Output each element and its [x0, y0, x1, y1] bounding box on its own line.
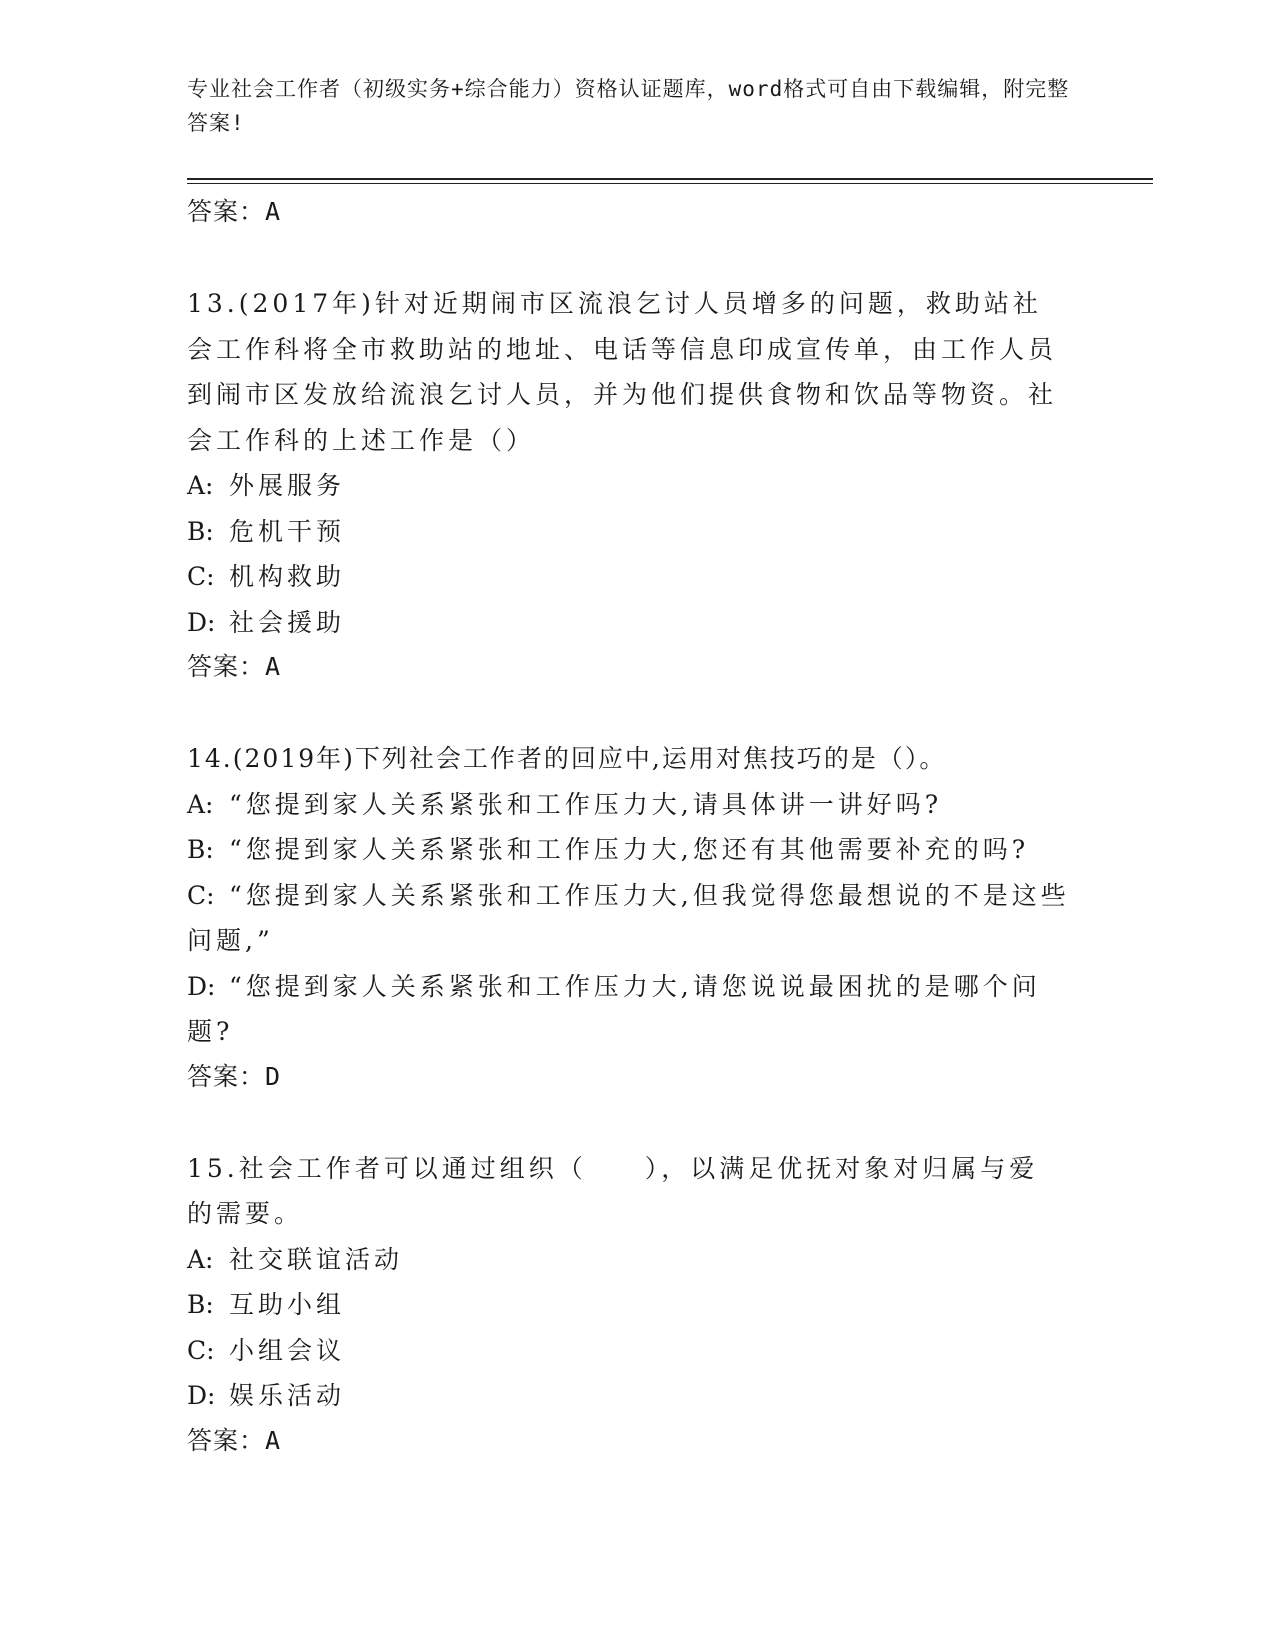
answer-line: 答案：A	[187, 652, 282, 681]
header-divider-thick	[187, 178, 1153, 180]
answer-line: 答案：A	[187, 1425, 282, 1455]
question-list	[187, 190, 1087, 1463]
option-text: 互助小组	[229, 1290, 346, 1319]
option-label: D:	[187, 607, 216, 637]
option-label: A:	[187, 1244, 214, 1274]
option-d	[187, 964, 1087, 1055]
option-label: A:	[187, 789, 214, 819]
option-c	[187, 554, 1087, 600]
option-text: 小组会议	[229, 1335, 346, 1365]
option-label: B:	[187, 835, 214, 864]
option-text: “您提到家人关系紧张和工作压力大,您还有其他需要补充的吗?	[229, 835, 1030, 864]
option-d	[187, 1373, 1087, 1419]
option-label: B:	[187, 516, 214, 546]
option-text: “您提到家人关系紧张和工作压力大,但我觉得您最想说的不是这些问题,”	[187, 880, 1070, 955]
option-c	[187, 873, 1087, 964]
header-divider-thin	[187, 183, 1153, 184]
question-stem: 15.社会工作者可以通过组织（ ），以满足优抚对象对归属与爱的需要。	[187, 1153, 1039, 1228]
option-label: D:	[187, 1381, 216, 1410]
option-text: “您提到家人关系紧张和工作压力大,请您说说最困扰的是哪个问题?	[187, 971, 1041, 1046]
question-stem: 13.(2017年)针对近期闹市区流浪乞讨人员增多的问题，救助站社会工作科将全市救助站的地址、电话等信息印成宣传单，由工作人员到闹市区发放给流浪乞讨人员，并为他们提供食物和饮品等物资。社会工作科的上述工作是（）	[187, 289, 1058, 455]
question-stem: 14.(2019年)下列社会工作者的回应中,运用对焦技巧的是（）。	[187, 744, 947, 773]
option-label: A:	[187, 471, 214, 500]
option-label: C:	[187, 1335, 215, 1365]
question-15	[187, 1146, 1087, 1463]
option-text: 机构救助	[229, 562, 346, 591]
option-b	[187, 827, 1087, 873]
answer-line: 答案：D	[187, 1061, 282, 1091]
question-13	[187, 281, 1087, 689]
document-header: 专业社会工作者（初级实务+综合能力）资格认证题库，word格式可自由下载编辑，附完整答案!	[187, 77, 1070, 135]
option-text: 娱乐活动	[229, 1381, 346, 1410]
option-b	[187, 509, 1087, 555]
option-text: 社交联谊活动	[229, 1244, 404, 1274]
option-text: 外展服务	[229, 471, 346, 500]
option-a	[187, 463, 1087, 509]
option-text: “您提到家人关系紧张和工作压力大,请具体讲一讲好吗?	[229, 789, 943, 819]
option-label: B:	[187, 1290, 214, 1319]
option-label: C:	[187, 562, 215, 591]
option-b	[187, 1282, 1087, 1328]
option-text: 社会援助	[229, 607, 346, 637]
question-14	[187, 736, 1087, 1099]
option-label: D:	[187, 971, 216, 1001]
option-a	[187, 782, 1087, 828]
option-a	[187, 1237, 1087, 1283]
option-text: 危机干预	[229, 516, 346, 546]
previous-answer: 答案：A	[187, 197, 282, 226]
option-label: C:	[187, 880, 215, 910]
option-d	[187, 600, 1087, 646]
option-c	[187, 1328, 1087, 1374]
